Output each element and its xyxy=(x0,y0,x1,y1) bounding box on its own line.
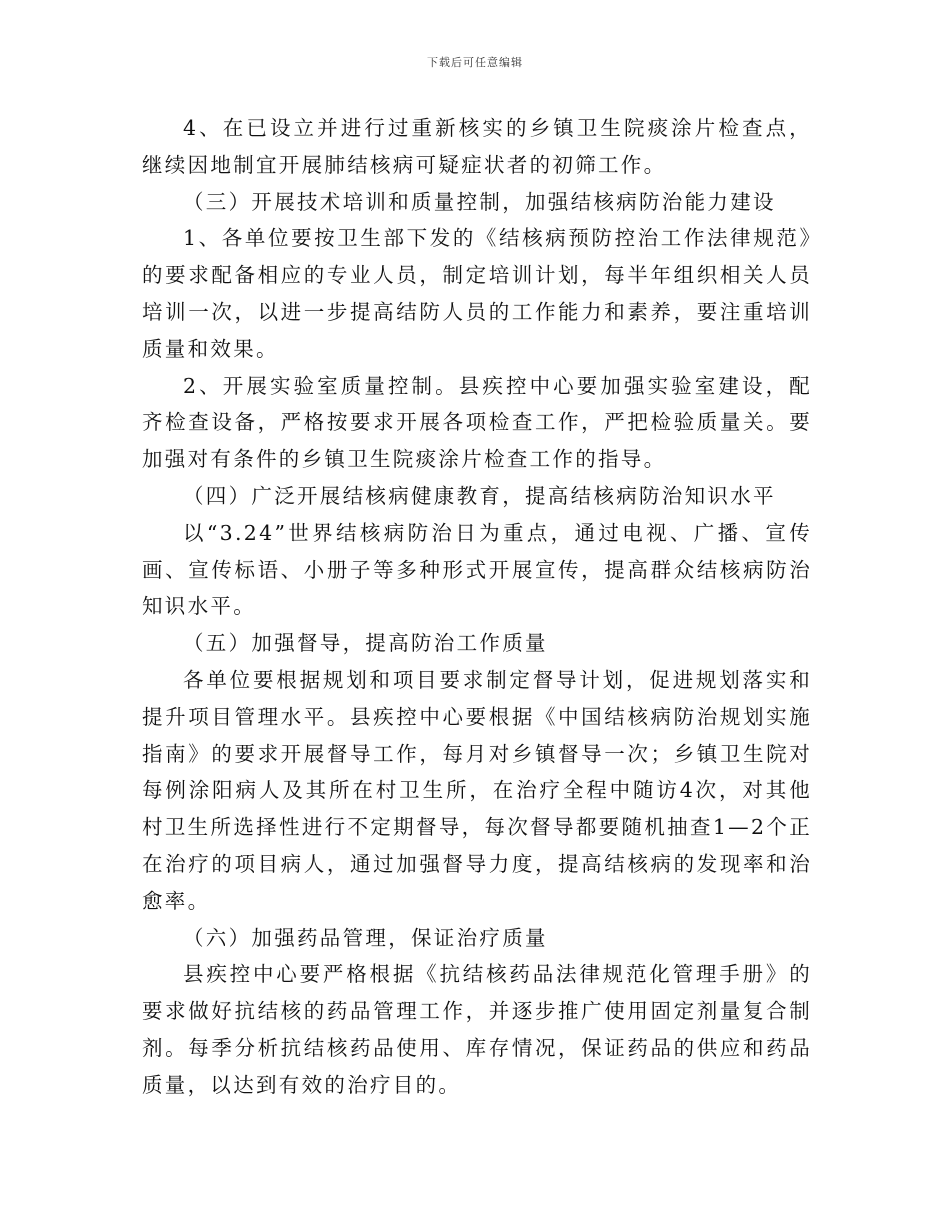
paragraph-screening: 4、在已设立并进行过重新核实的乡镇卫生院痰涂片检查点，继续因地制宜开展肺结核病可疑症状者的初筛工作。 xyxy=(142,116,812,177)
section-heading-education: （四）广泛开展结核病健康教育，提高结核病防治知识水平 xyxy=(183,483,776,508)
section-heading-supervision: （五）加强督导，提高防治工作质量 xyxy=(183,631,548,656)
page-header: 下载后可任意编辑 xyxy=(427,56,523,69)
document-body xyxy=(142,110,812,1104)
paragraph-publicity: 以“3.24”世界结核病防治日为重点，通过电视、广播、宣传画、宣传标语、小册子等多种形式开展宣传，提高群众结核病防治知识水平。 xyxy=(142,520,812,619)
section-heading-drug-management: （六）加强药品管理，保证治疗质量 xyxy=(183,925,548,950)
paragraph-staffing: 1、各单位要按卫生部下发的《结核病预防控治工作法律规范》的要求配备相应的专业人员，制定培训计划，每半年组织相关人员培训一次，以进一步提高结防人员的工作能力和素养，要注重培训质量和效果。 xyxy=(142,226,812,361)
section-heading-training: （三）开展技术培训和质量控制，加强结核病防治能力建设 xyxy=(183,189,776,214)
paragraph-drug-management: 县疾控中心要严格根据《抗结核药品法律规范化管理手册》的要求做好抗结核的药品管理工作，并逐步推广使用固定剂量复合制剂。每季分析抗结核药品使用、库存情况，保证药品的供应和药品质量，以达到有效的治疗目的。 xyxy=(142,962,812,1097)
paragraph-lab-quality: 2、开展实验室质量控制。县疾控中心要加强实验室建设，配齐检查设备，严格按要求开展各项检查工作，严把检验质量关。要加强对有条件的乡镇卫生院痰涂片检查工作的指导。 xyxy=(142,373,812,472)
paragraph-supervision-plan: 各单位要根据规划和项目要求制定督导计划，促进规划落实和提升项目管理水平。县疾控中心要根据《中国结核病防治规划实施指南》的要求开展督导工作，每月对乡镇督导一次；乡镇卫生院对每例涂阳病人及其所在村卫生所，在治疗全程中随访4次，对其他村卫生所选择性进行不定期督导，每次督导都要随机抽查1—2个正在治疗的项目病人，通过加强督导力度，提高结核病的发现率和治愈率。 xyxy=(142,667,812,913)
